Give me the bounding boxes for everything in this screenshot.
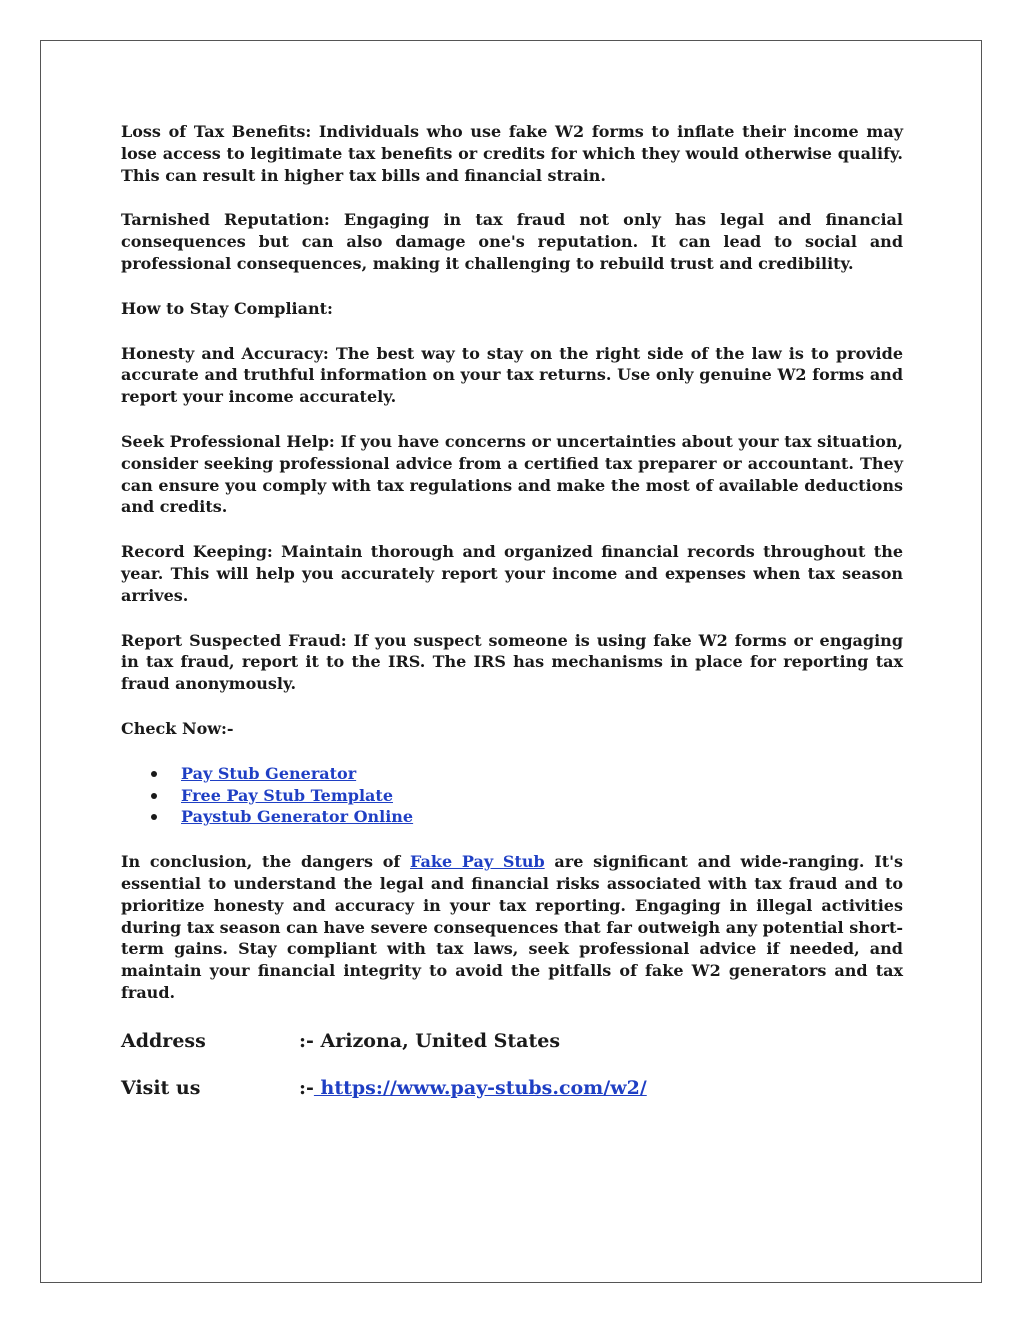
paragraph-conclusion bbox=[121, 851, 903, 1004]
link-pay-stub-generator[interactable]: Pay Stub Generator bbox=[181, 763, 357, 783]
address-label: Address bbox=[121, 1029, 206, 1052]
document-body bbox=[121, 121, 903, 1102]
list-item bbox=[121, 785, 903, 807]
paragraph-record-keeping: Record Keeping: Maintain thorough and organized financial records throughout the year. This will help you accurately report your income and expenses when tax season arrives. bbox=[121, 542, 903, 605]
visit-prefix: :- bbox=[299, 1076, 314, 1099]
visit-label: Visit us bbox=[121, 1076, 201, 1099]
visit-value bbox=[299, 1074, 647, 1102]
visit-row bbox=[121, 1074, 903, 1102]
website-link[interactable]: https://www.pay-stubs.com/w2/ bbox=[313, 1076, 647, 1099]
bullet-icon bbox=[151, 793, 157, 799]
conclusion-text-end: are significant and wide-ranging. It's essential to understand the legal and financial risks associated with tax fraud and to prioritize honesty and accuracy in your tax reporting. Engaging in illegal activities during tax season can have severe consequences that far outweigh any potential short-term gains. Stay compliant with tax laws, seek professional advice if needed, and maintain your financial integrity to avoid the pitfalls of fake W2 generators and tax fraud. bbox=[121, 852, 903, 1002]
bullet-icon bbox=[151, 771, 157, 777]
check-now-label: Check Now:- bbox=[121, 718, 234, 738]
paragraph-report-suspected-fraud: Report Suspected Fraud: If you suspect someone is using fake W2 forms or engaging in tax fraud, report it to the IRS. The IRS has mechanisms in place for reporting tax fraud anonymously. bbox=[121, 630, 903, 694]
link-paystub-generator-online[interactable]: Paystub Generator Online bbox=[181, 807, 414, 827]
paragraph-loss-of-tax-benefits: Loss of Tax Benefits: Individuals who use fake W2 forms to inflate their income may lose access to legitimate tax benefits or credits for which they would otherwise qualify. This can result in higher tax bills and financial strain. bbox=[121, 122, 903, 185]
link-free-pay-stub-template[interactable]: Free Pay Stub Template bbox=[181, 785, 393, 805]
list-item bbox=[121, 763, 903, 785]
heading-how-to-stay-compliant: How to Stay Compliant: bbox=[121, 298, 333, 318]
address-value: :- Arizona, United States bbox=[299, 1029, 561, 1052]
paragraph-seek-professional-help: Seek Professional Help: If you have concerns or uncertainties about your tax situation, consider seeking professional advice from a certified tax preparer or accountant. They can ensure you comply with tax regulations and make the most of available deductions and credits. bbox=[121, 431, 903, 517]
link-fake-pay-stub[interactable]: Fake Pay Stub bbox=[410, 852, 545, 872]
conclusion-text-start: In conclusion, the dangers of bbox=[121, 852, 411, 872]
list-item bbox=[121, 806, 903, 828]
address-row bbox=[121, 1027, 903, 1055]
link-list bbox=[121, 763, 903, 828]
paragraph-honesty-and-accuracy: Honesty and Accuracy: The best way to stay on the right side of the law is to provide accurate and truthful information on your tax returns. Use only genuine W2 forms and report your income accurately. bbox=[121, 343, 903, 407]
bullet-icon bbox=[151, 814, 157, 820]
paragraph-tarnished-reputation: Tarnished Reputation: Engaging in tax fraud not only has legal and financial consequences but can also damage one's reputation. It can lead to social and professional consequences, making it challenging to rebuild trust and credibility. bbox=[121, 210, 903, 273]
